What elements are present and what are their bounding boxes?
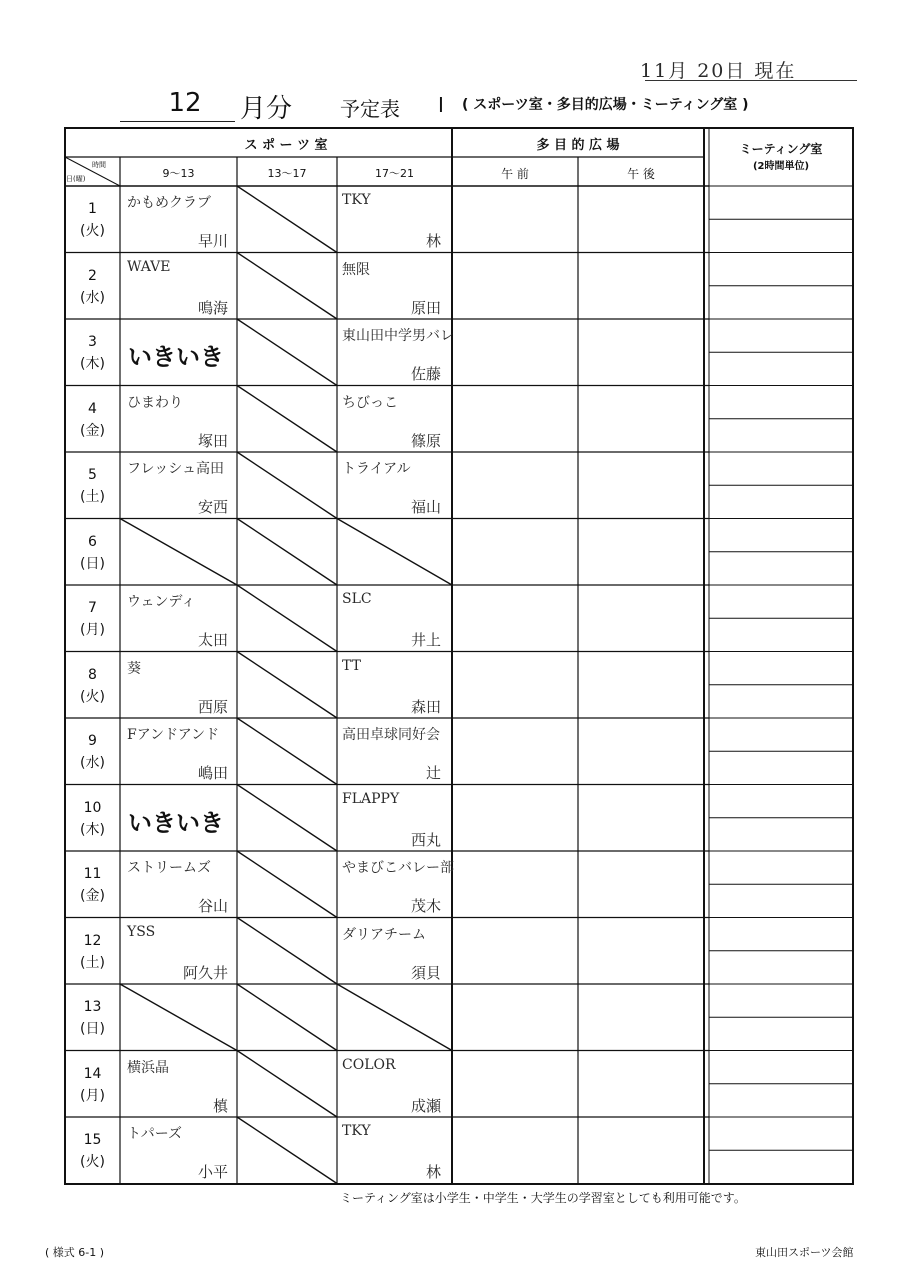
day-number: 13 (83, 999, 102, 1015)
evening-representative: 林 (425, 232, 441, 250)
as-of-date: 11月 20日 現在 (640, 60, 797, 82)
morning-representative: 槙 (212, 1096, 228, 1115)
slot-morning-header: 9～13 (162, 167, 195, 180)
morning-team: Fアンドアンド (127, 727, 220, 743)
afternoon-crossout (237, 585, 337, 652)
sports-room-header: ス ポ ー ツ 室 (244, 138, 328, 153)
morning-representative: 安西 (197, 498, 228, 516)
day-number: 4 (88, 400, 97, 417)
morning-team: かもめクラブ (127, 195, 211, 211)
evening-team: TKY (342, 192, 371, 208)
morning-representative: 小平 (197, 1163, 228, 1181)
afternoon-crossout (237, 1051, 337, 1118)
evening-team: 高田卓球同好会 (342, 727, 440, 743)
day-number: 12 (83, 932, 102, 949)
evening-team: TKY (342, 1123, 371, 1139)
day-number: 11 (83, 866, 102, 882)
day-of-week: (水) (80, 289, 105, 306)
morning-team: 横浜晶 (127, 1059, 169, 1076)
afternoon-crossout (237, 851, 337, 918)
afternoon-crossout (237, 186, 337, 253)
day-of-week: (火) (80, 1154, 105, 1170)
afternoon-crossout (237, 918, 337, 985)
morning-program: いきいき (128, 343, 224, 371)
day-of-week: (月) (80, 622, 105, 638)
evening-representative: 成瀬 (410, 1096, 441, 1115)
day-number: 2 (88, 267, 97, 284)
morning-representative: 太田 (197, 631, 228, 649)
morning-team: トパーズ (127, 1126, 183, 1142)
morning-program: いきいき (128, 808, 224, 837)
morning-team: ストリームズ (127, 860, 211, 876)
evening-representative: 森田 (410, 697, 441, 716)
evening-team: TT (342, 657, 361, 674)
evening-team: ちびっこ (342, 394, 398, 411)
page-title: 予定表 (340, 97, 400, 121)
slot-evening-header: 17～21 (375, 167, 414, 180)
evening-representative: 原田 (410, 298, 441, 317)
day-number: 3 (88, 334, 97, 350)
form-number: ( 様式 6-1 ) (45, 1246, 105, 1259)
evening-representative: 佐藤 (410, 365, 441, 383)
corner-time-label: 時間 (92, 161, 106, 169)
table-border (65, 128, 853, 1184)
afternoon-crossout (237, 652, 337, 719)
day-of-week: (火) (80, 223, 105, 239)
afternoon-crossout (237, 386, 337, 453)
day-of-week: (木) (80, 356, 105, 372)
evening-team: FLAPPY (342, 790, 400, 807)
evening-crossout (337, 984, 452, 1051)
day-number: 6 (88, 533, 97, 550)
morning-representative: 鳴海 (197, 298, 228, 317)
organization-name: 東山田スポーツ会館 (755, 1246, 854, 1259)
meeting-room-unit: (2時間単位) (752, 161, 810, 172)
month-number: 12 (168, 88, 202, 118)
afternoon-crossout (237, 452, 337, 519)
day-of-week: (金) (80, 888, 105, 904)
multi-plaza-header: 多 目 的 広 場 (536, 138, 620, 153)
morning-team: ウェンディ (127, 594, 196, 610)
day-of-week: (金) (80, 422, 105, 439)
morning-team: WAVE (127, 258, 171, 275)
evening-representative: 茂木 (410, 897, 441, 915)
day-of-week: (水) (80, 755, 105, 771)
morning-team: 葵 (127, 660, 141, 677)
day-of-week: (月) (80, 1087, 105, 1104)
afternoon-crossout (237, 253, 337, 320)
evening-team: ダリアチーム (342, 926, 426, 943)
day-of-week: (火) (80, 688, 105, 705)
day-of-week: (土) (80, 489, 105, 505)
evening-team: COLOR (342, 1056, 396, 1073)
evening-team: SLC (342, 591, 372, 607)
slot-afternoon-header: 13～17 (267, 167, 307, 180)
afternoon-crossout (237, 1117, 337, 1184)
evening-representative: 井上 (410, 631, 441, 649)
afternoon-crossout (237, 519, 337, 586)
evening-representative: 篠原 (410, 431, 441, 450)
afternoon-crossout (237, 984, 337, 1051)
footer-note: ミーティング室は小学生・中学生・大学生の学習室としても利用可能です。 (340, 1191, 746, 1205)
day-number: 10 (83, 799, 102, 816)
morning-team: フレッシュ高田 (127, 461, 225, 477)
evening-representative: 福山 (410, 498, 441, 516)
morning-representative: 塚田 (197, 431, 228, 450)
day-of-week: (日) (80, 555, 105, 572)
evening-team: 無限 (342, 261, 370, 278)
day-of-week: (木) (80, 821, 105, 838)
evening-team: やまびこバレー部 (342, 860, 454, 876)
plaza-pm-header: 午 後 (627, 167, 655, 181)
corner-day-label: 日(曜) (66, 175, 86, 183)
evening-representative: 須貝 (410, 963, 441, 982)
afternoon-crossout (237, 319, 337, 386)
afternoon-crossout (237, 785, 337, 852)
schedule-number: I (438, 93, 444, 117)
morning-representative: 阿久井 (182, 963, 228, 982)
day-number: 15 (83, 1132, 102, 1148)
evening-representative: 林 (425, 1163, 441, 1181)
month-suffix: 月分 (240, 94, 293, 124)
evening-representative: 辻 (425, 764, 441, 782)
page-subtitle: ( スポーツ室・多目的広場・ミーティング室 ) (462, 97, 749, 113)
day-number: 1 (88, 201, 97, 217)
morning-crossout (120, 984, 237, 1051)
evening-team: 東山田中学男バレ (342, 328, 454, 344)
morning-representative: 早川 (197, 232, 228, 250)
morning-team: ひまわり (127, 394, 183, 411)
meeting-room-header: ミーティング室 (739, 142, 823, 156)
evening-crossout (337, 519, 452, 586)
afternoon-crossout (237, 718, 337, 785)
morning-team: YSS (127, 923, 156, 940)
day-number: 7 (88, 600, 97, 616)
day-number: 5 (88, 467, 97, 483)
morning-representative: 西原 (197, 697, 228, 716)
morning-representative: 谷山 (197, 897, 228, 915)
day-number: 8 (88, 666, 97, 683)
day-number: 9 (88, 733, 97, 749)
plaza-am-header: 午 前 (501, 167, 529, 181)
morning-crossout (120, 519, 237, 586)
day-number: 14 (83, 1065, 102, 1082)
day-of-week: (日) (80, 1021, 105, 1037)
morning-representative: 嶋田 (197, 764, 228, 782)
evening-team: トライアル (342, 461, 411, 477)
day-of-week: (土) (80, 954, 105, 971)
evening-representative: 西丸 (410, 830, 441, 849)
